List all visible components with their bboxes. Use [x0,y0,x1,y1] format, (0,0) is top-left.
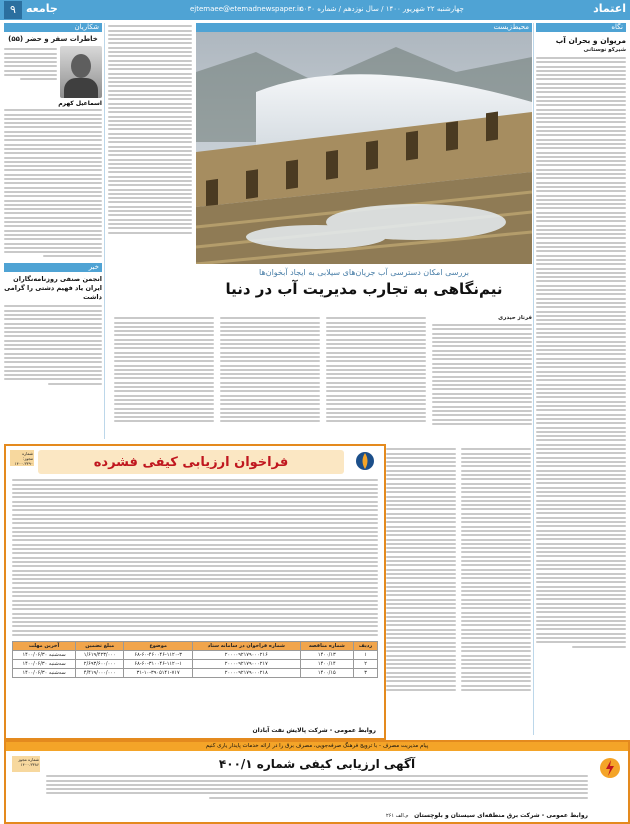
left-column-title: خاطرات سفر و حضر (۵۵) [8,35,98,43]
evaluation-note: م.الف ۲۶۱ [386,813,409,819]
license-badge: شماره مجوز: ۱۴۰۰.۳۳۹۰ [10,450,34,466]
table-cell: ۳۱-۱۰-۳۹۰۵۱۴۱-۷۱۷ [124,669,193,678]
news-tag: خبر [4,263,102,272]
news-body [4,305,102,384]
column-divider [533,23,534,735]
table-cell: ۱/۶۱۹/۴۲۳/۰۰۰ [76,651,124,660]
feature-body-continued [386,446,531,693]
table-header-cell: آخرین مهلت [13,642,76,651]
author-photo [60,46,102,98]
news-headline: انجمن صنفی روزنامه‌نگاران ایران یاد فهیم دشتی را گرامی داشت [4,275,102,302]
newspaper-logo: اعتماد [593,2,626,15]
right-column [536,23,626,650]
table-cell: ۲۰۰۰۰۹۲۱۷۹۰۰۰۲۱۶ [192,651,300,660]
table-cell: سه‌شنبه ۱۴۰۰/۰۶/۳۰ [13,660,76,669]
table-cell: ۲۰۰۰۰۹۲۱۷۹۰۰۰۲۱۸ [192,669,300,678]
feature-side-text [108,23,192,236]
tender-title-banner [38,450,344,474]
table-cell: ۱ [354,651,378,660]
evaluation-footer: روابط عمومی - شرکت برق منطقه‌ای سیستان و بلوچستان [414,812,588,819]
section-email[interactable]: ejtemaee@etemadnewspaper.ir [190,5,302,13]
table-header-cell: شماره فراخوان در سامانه ستاد [192,642,300,651]
feature-body [108,315,532,427]
left-column-author: اسماعیل کهرم [58,100,102,107]
tender-body [6,474,384,641]
feature-headline: نیم‌نگاهی به تجارب مدیریت آب در دنیا [225,280,503,298]
license-badge: شماره مجوز ۱۴۰۰.۳۳۸۶ [12,756,40,772]
table-cell: ۲/۶۹۳/۶۰۰/۰۰۰ [76,660,124,669]
evaluation-body [6,771,628,799]
table-cell: ۳ [354,669,378,678]
tender-title: فراخوان ارزیابی کیفی فشرده [93,454,289,470]
table-cell: ۲ [354,660,378,669]
right-column-author: شیرکو نوستانی [583,47,626,53]
evaluation-title: آگهی ارزیابی کیفی شماره ۴۰۰/۱ [218,757,416,771]
column-divider [104,23,105,439]
table-cell: ۱۴۰۰/۱۴ [300,660,354,669]
evaluation-advertisement [4,740,630,824]
issue-date-line: چهارشنبه ۲۲ شهریور ۱۴۰۰ / سال نوزدهم / شماره ۵۰۳۰ [300,5,464,13]
page-number: ۹ [4,1,22,19]
tender-table-header [13,642,378,651]
left-column-body [4,109,102,257]
table-cell: ۲۰۰۰۰۹۲۱۷۹۰۰۰۲۱۷ [192,660,300,669]
table-cell: ۶۸-۶۰-۳۱۰۰۴۶-۱۱۲۰-۱ [124,660,193,669]
left-intro-text [4,46,57,98]
section-title: جامعه [26,2,58,15]
table-row [13,651,378,660]
feature-tag: محیط‌زیست [196,23,532,32]
tender-table [12,641,378,678]
table-header-cell: موضوع [124,642,193,651]
table-row [13,669,378,678]
right-column-body [536,57,626,648]
table-cell: ۱۴۰۰/۱۵ [300,669,354,678]
table-row [13,660,378,669]
table-cell: ۶۸-۶۰-۴۶۰۰۴۶-۱۱۲۰-۳ [124,651,193,660]
feature-author: فرناز حیدری [498,315,532,321]
table-cell: سه‌شنبه ۱۴۰۰/۰۶/۳۰ [13,669,76,678]
left-column [4,23,102,387]
feature-kicker: بررسی امکان دسترسی آب جریان‌های سیلابی به ایجاد آبخوان‌ها [259,268,469,277]
left-column-tag: شکاریان [4,23,102,32]
power-company-logo-icon [598,756,622,780]
table-cell: ۱۴۰۰/۱۳ [300,651,354,660]
table-cell: ۴/۴۱۹/۰۰۰/۰۰۰ [76,669,124,678]
tender-footer: روابط عمومی - شرکت پالایش نفت آبادان [252,727,376,734]
table-header-cell: مبلغ تضمین [76,642,124,651]
consumption-message: پیام مدیریت مصرف - با ترویج فرهنگ صرفه‌جویی، مصرف برق را در ارائه خدمات پایدار یاری کنیم [6,742,628,751]
table-header-cell: ردیف [354,642,378,651]
right-column-tag: نگاه [536,23,626,32]
page-header [0,0,630,20]
dam-photo [196,32,532,264]
company-logo-icon [350,450,380,472]
table-cell: سه‌شنبه ۱۴۰۰/۰۶/۳۰ [13,651,76,660]
right-column-title: مریوان و بحران آب [555,36,626,45]
feature-headline-block [196,268,532,298]
table-header-cell: شماره مناقصه [300,642,354,651]
tender-advertisement [4,444,386,740]
